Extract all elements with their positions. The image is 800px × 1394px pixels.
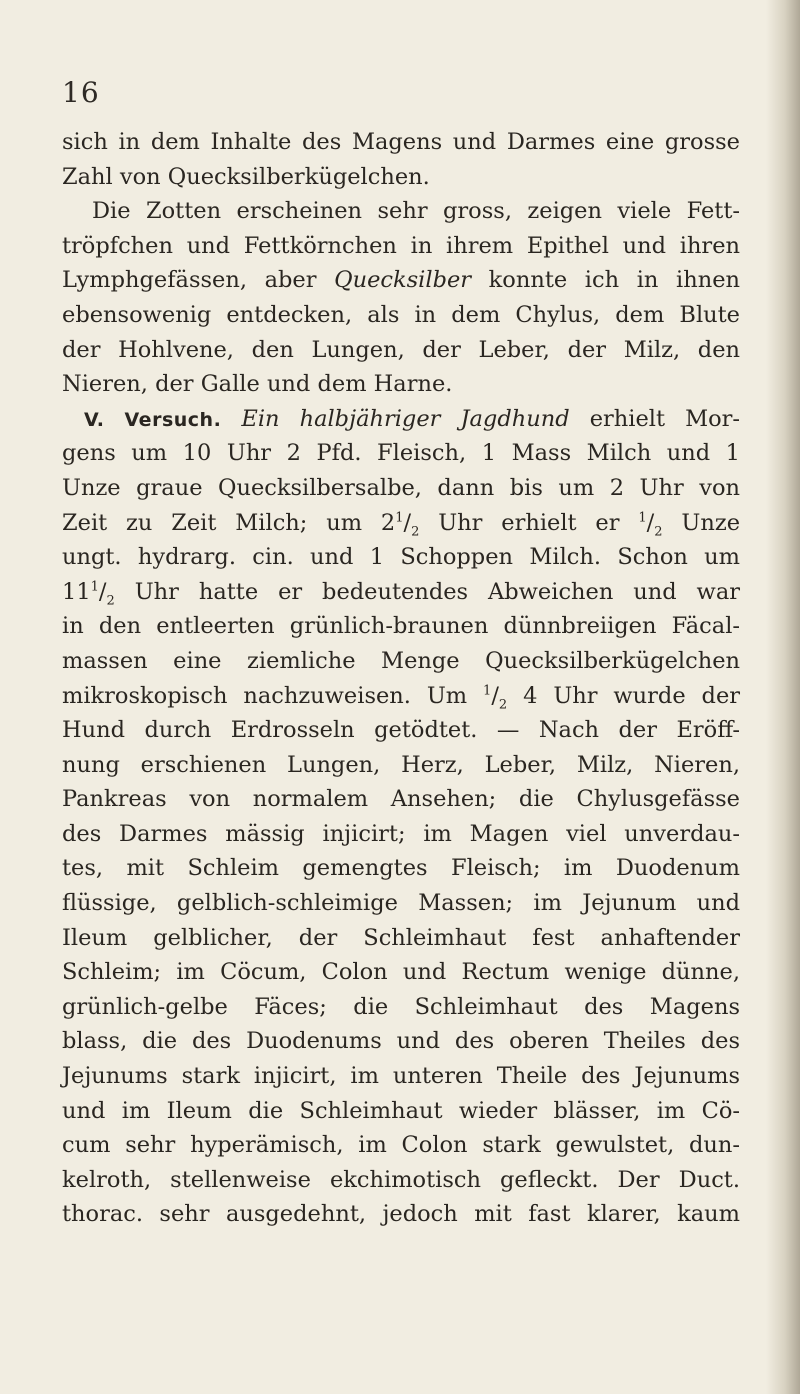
- text-line: ungt. hydrarg. cin. und 1 Schoppen Milch. Schon um: [62, 544, 740, 571]
- text-line: tes, mit Schleim gemengtes Fleisch; im Duodenum: [62, 855, 740, 882]
- text-line: in den entleerten grünlich-braunen dünnbreiigen Fäcal-: [62, 613, 740, 640]
- text-segment: erhielt Mor-: [589, 405, 741, 432]
- text-segment: mikroskopisch nachzuweisen. Um: [62, 682, 468, 709]
- text-line: Pankreas von normalem Ansehen; die Chylusgefässe: [62, 786, 740, 813]
- text-line: Unze graue Quecksilbersalbe, dann bis um 2 Uhr von: [62, 474, 740, 501]
- fraction-numerator: 1: [483, 683, 492, 698]
- text-line: und im Ileum die Schleimhaut wieder blässer, im Cö-: [62, 1097, 740, 1124]
- text-line: tröpfchen und Fettkörnchen in ihrem Epithel und ihren: [62, 232, 740, 259]
- fraction-numerator: 1: [395, 510, 404, 526]
- body-text: [62, 125, 740, 1232]
- text-line: thorac. sehr ausgedehnt, jedoch mit fast klarer, kaum: [62, 1201, 740, 1228]
- text-line: [62, 402, 740, 437]
- text-segment: Unze: [681, 509, 741, 536]
- text-segment: Lymphgefässen, aber: [62, 267, 317, 294]
- text-line: ebensowenig entdecken, als in dem Chylus, dem Blute: [62, 301, 740, 328]
- text-line: Zahl von Quecksilberkügelchen.: [62, 163, 430, 190]
- text-line: mikroskopisch nachzuweisen. Um $^1/_2$ 4 Uhr wurde der: [62, 682, 741, 712]
- text-line: Hund durch Erdrosseln getödtet. — Nach der Eröff-: [62, 717, 740, 744]
- text-line: nung erschienen Lungen, Herz, Leber, Milz, Nieren,: [62, 751, 740, 778]
- text-segment: Uhr hatte er bedeutendes Abweichen und war: [134, 578, 740, 605]
- fraction-numerator: 1: [90, 579, 99, 595]
- italic-term: Quecksilber: [334, 267, 472, 294]
- text-segment: Uhr erhielt er: [438, 509, 620, 536]
- text-line: [62, 263, 740, 298]
- text-line: Zeit zu Zeit Milch; um $2^1/_2$ Uhr erhielt er $^1/_2$ Unze: [62, 509, 741, 540]
- text-line: $11^1/_2$ Uhr hatte er bedeutendes Abweichen und war: [62, 578, 740, 609]
- text-line: der Hohlvene, den Lungen, der Leber, der Milz, den: [62, 336, 740, 363]
- text-line: Schleim; im Cöcum, Colon und Rectum wenige dünne,: [62, 959, 740, 986]
- text-segment: Zeit zu Zeit Milch; um 2: [62, 509, 396, 536]
- fraction-denominator: 2: [654, 524, 663, 540]
- text-segment: konnte ich in ihnen: [488, 267, 741, 294]
- text-line: massen eine ziemliche Menge Quecksilberkügelchen: [62, 647, 740, 674]
- italic-term: Ein halbjähriger Jagdhund: [241, 405, 570, 432]
- text-line: des Darmes mässig injicirt; im Magen viel unverdau-: [62, 820, 740, 847]
- page-number: 16: [62, 76, 100, 109]
- page-edge-shadow: [766, 0, 800, 1394]
- fraction-numerator: 1: [638, 510, 647, 526]
- text-line: Ileum gelblicher, der Schleimhaut fest anhaftender: [62, 924, 740, 951]
- text-line: Nieren, der Galle und dem Harne.: [62, 371, 453, 398]
- text-line: kelroth, stellenweise ekchimotisch gefleckt. Der Duct.: [62, 1166, 740, 1193]
- text-line: flüssige, gelblich-schleimige Massen; im Jejunum und: [62, 890, 740, 917]
- text-line: grünlich-gelbe Fäces; die Schleimhaut des Magens: [62, 993, 740, 1020]
- text-segment: 11: [62, 578, 91, 605]
- fraction-denominator: 2: [411, 524, 420, 540]
- text-line: blass, die des Duodenums und des oberen Theiles des: [62, 1028, 740, 1055]
- fraction-denominator: 2: [498, 697, 508, 712]
- text-line: gens um 10 Uhr 2 Pfd. Fleisch, 1 Mass Milch und 1: [62, 440, 740, 467]
- text-segment: 4 Uhr wurde der: [523, 682, 741, 709]
- text-line: sich in dem Inhalte des Magens und Darmes eine grosse: [62, 129, 740, 155]
- fraction-denominator: 2: [106, 593, 115, 609]
- text-line: cum sehr hyperämisch, im Colon stark gewulstet, dun-: [62, 1132, 740, 1159]
- text-line: Die Zotten erscheinen sehr gross, zeigen viele Fett-: [92, 198, 740, 225]
- text-line: Jejunums stark injicirt, im unteren Theile des Jejunums: [62, 1063, 740, 1090]
- experiment-heading: V. Versuch.: [84, 408, 222, 431]
